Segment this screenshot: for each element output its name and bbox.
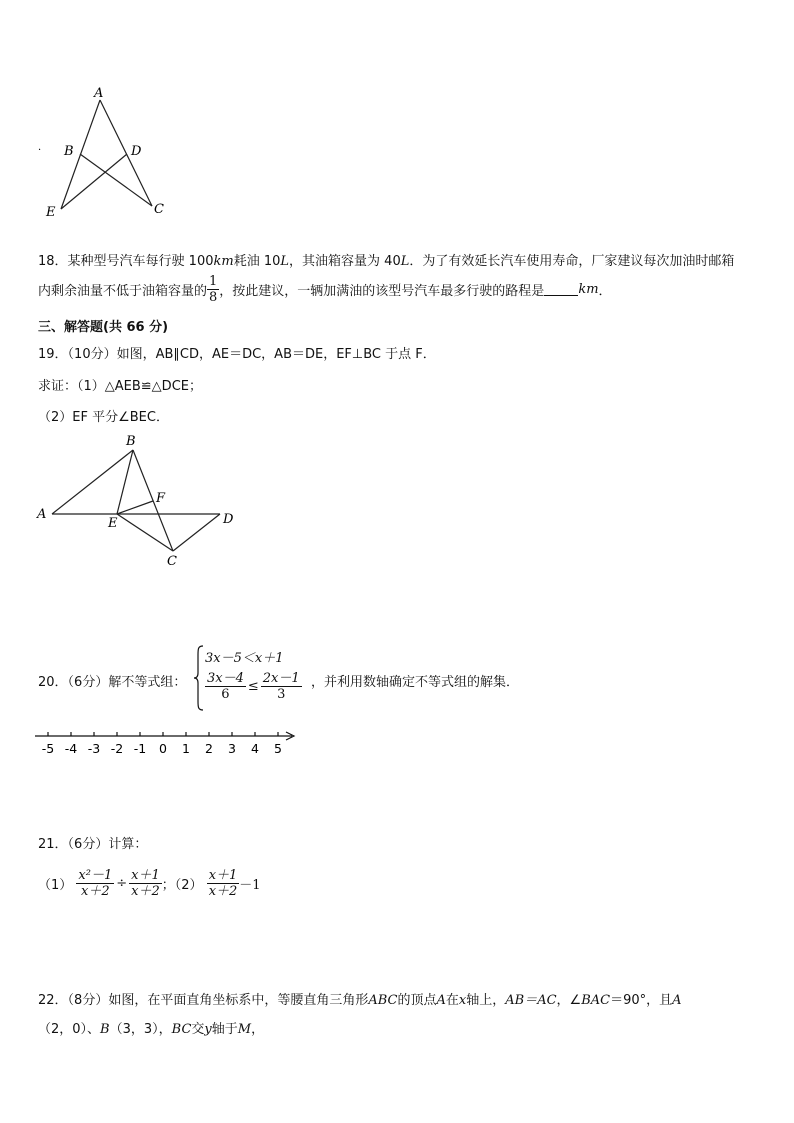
question-21-stem: 21．（6分）计算： xyxy=(38,837,148,852)
label-B: B xyxy=(126,434,136,449)
triangle-figure-17 xyxy=(30,80,180,225)
question-20-suffix: ，并利用数轴确定不等式组的解集． xyxy=(311,675,520,690)
segment-AC xyxy=(100,100,152,206)
label-F: F xyxy=(156,491,166,506)
tick-label-4: 4 xyxy=(251,741,259,756)
label-E: E xyxy=(46,205,56,220)
segment-EF xyxy=(117,501,153,514)
question-18-line2: 内剩余油量不低于油箱容量的 $\frac{1}{8}$ ，按此建议，一辆加满油的该型号汽车最多行驶的路程是 km． xyxy=(38,274,612,305)
fraction-one-eighth: $\frac{1}{8}$ xyxy=(209,274,218,305)
label-B: B xyxy=(64,144,74,159)
segment-CD xyxy=(173,514,220,551)
section-heading: 三、解答题(共 66 分) xyxy=(38,320,169,335)
question-19-part1: 求证：（1）△AEB≌△DCE； xyxy=(38,379,202,394)
label-C: C xyxy=(167,554,177,569)
inequality-1: 3x－5＜x＋1 xyxy=(205,651,284,666)
label-A: A xyxy=(94,86,104,101)
tick-label--2: -2 xyxy=(110,741,124,756)
inequality-2: $\frac{3x-4}{6}$ ≤ $\frac{2x-1}{3}$ xyxy=(207,671,300,702)
segment-AB xyxy=(52,450,133,514)
stray-dot: · xyxy=(38,145,42,156)
brace-icon xyxy=(193,645,205,711)
tick-label-3: 3 xyxy=(228,741,236,756)
label-D: D xyxy=(223,512,234,527)
question-19-part2: （2）EF 平分∠BEC． xyxy=(38,410,169,425)
tick-label-1: 1 xyxy=(182,741,190,756)
tick-label--5: -5 xyxy=(41,741,55,756)
segment-BE xyxy=(117,450,133,514)
figure-19 xyxy=(30,430,250,575)
tick-label-5: 5 xyxy=(274,741,282,756)
tick-label--1: -1 xyxy=(133,741,147,756)
segment-BC xyxy=(133,450,173,551)
segment-BC xyxy=(80,154,152,206)
tick-label-2: 2 xyxy=(205,741,213,756)
label-D: D xyxy=(131,144,142,159)
label-C: C xyxy=(154,202,164,217)
tick-label-0: 0 xyxy=(159,741,167,756)
answer-blank[interactable] xyxy=(544,283,578,296)
question-21-expressions: （1） $\frac{\text{x²－1}}{x+2}$ ÷ $\frac{x+1}{x+2}$ ；（2） $\frac{x+1}{x+2}$ －1 xyxy=(38,868,261,899)
expression-2-fraction: $\frac{x+1}{x+2}$ xyxy=(208,868,238,899)
question-19-stem: 19．（10分）如图，AB∥CD，AE＝DC，AB＝DE，EF⊥BC 于点 F． xyxy=(38,347,436,362)
label-E: E xyxy=(108,516,118,531)
label-A: A xyxy=(37,507,47,522)
expression-1-fraction-a: $\frac{\text{x²－1}}{x+2}$ xyxy=(78,868,113,899)
number-line xyxy=(30,726,305,758)
tick-label--3: -3 xyxy=(87,741,101,756)
question-22-line1: 22．（8分）如图，在平面直角坐标系中，等腰直角三角形ABC的顶点A在x轴上，AB＝AC，∠BAC＝90°，且A xyxy=(38,993,682,1008)
question-18-line1: 18．某种型号汽车每行驶 100km耗油 10L，其油箱容量为 40L．为了有效延长汽车使用寿命，厂家建议每次加油时邮箱 xyxy=(38,254,735,269)
tick-label--4: -4 xyxy=(64,741,78,756)
segment-EC xyxy=(117,514,173,551)
inequality-system xyxy=(193,643,305,713)
question-22-line2: （2，0）、B（3，3），BC交y轴于M， xyxy=(38,1022,265,1037)
question-20-prefix: 20．（6分）解不等式组： xyxy=(38,675,187,690)
expression-1-fraction-b: $\frac{x+1}{x+2}$ xyxy=(131,868,160,899)
